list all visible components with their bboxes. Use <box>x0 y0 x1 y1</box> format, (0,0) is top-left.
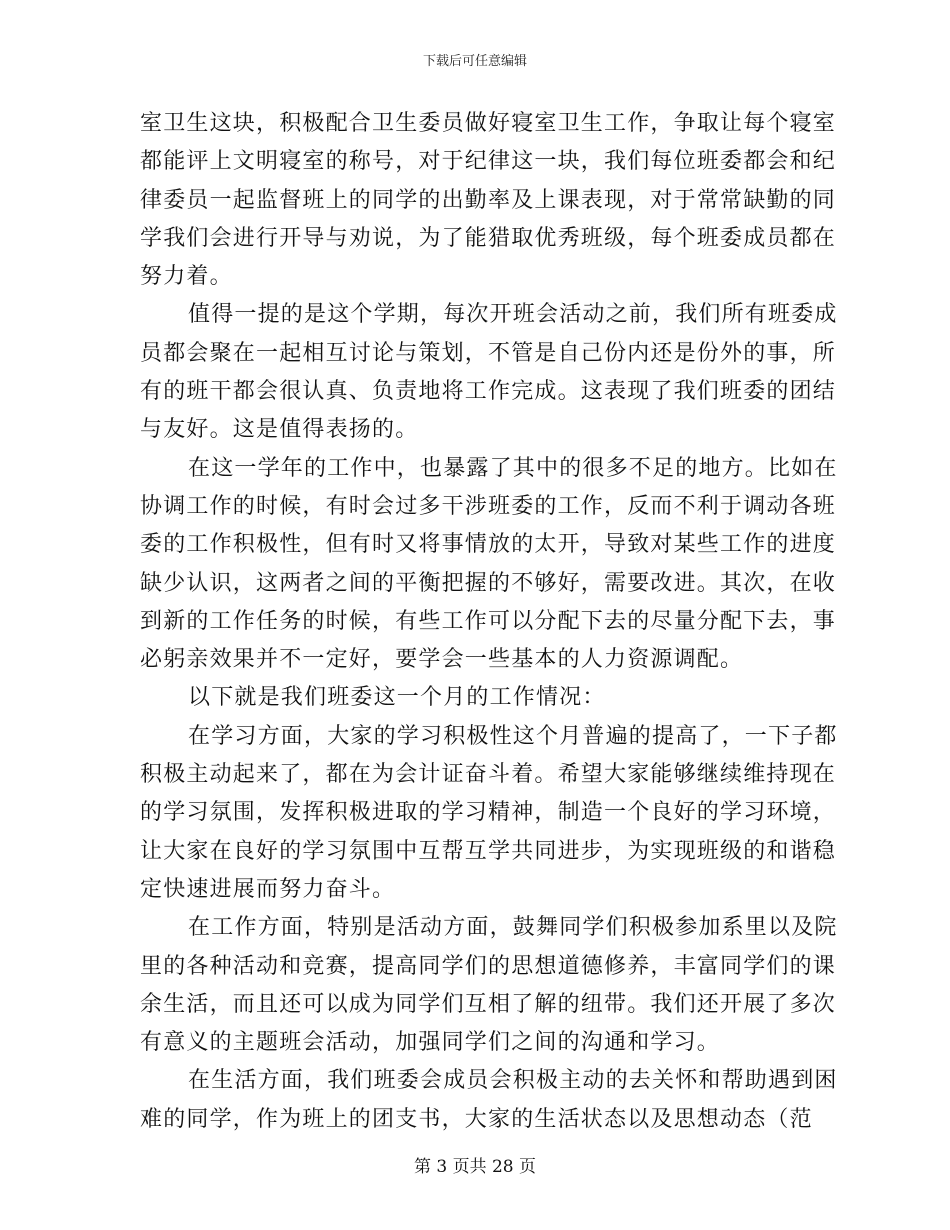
body-line: 律委员一起监督班上的同学的出勤率及上课表现，对于常常缺勤的同 <box>140 187 837 213</box>
body-line: 到新的工作任务的时候，有些工作可以分配下去的尽量分配下去，事 <box>140 608 837 634</box>
body-line: 在工作方面，特别是活动方面，鼓舞同学们积极参加系里以及院 <box>188 915 838 941</box>
body-line: 积极主动起来了，都在为会计证奋斗着。希望大家能够继续维持现在 <box>140 762 837 788</box>
body-line: 员都会聚在一起相互讨论与策划，不管是自己份内还是份外的事，所 <box>140 340 837 366</box>
document-body <box>140 105 838 1139</box>
body-line: 有的班干都会很认真、负责地将工作完成。这表现了我们班委的团结 <box>140 379 837 405</box>
body-line: 定快速进展而努力奋斗。 <box>140 876 396 902</box>
page-header: 下载后可任意编辑 <box>422 54 527 69</box>
body-line: 委的工作积极性，但有时又将事情放的太开，导致对某些工作的进度 <box>140 532 837 558</box>
body-line: 学我们会进行开导与劝说，为了能猎取优秀班级，每个班委成员都在 <box>140 225 837 251</box>
body-line: 协调工作的时候，有时会过多干涉班委的工作，反而不利于调动各班 <box>140 493 837 519</box>
body-line: 里的各种活动和竞赛，提高同学们的思想道德修养，丰富同学们的课 <box>140 953 837 979</box>
body-line: 在生活方面，我们班委会成员会积极主动的去关怀和帮助遇到困 <box>188 1068 838 1094</box>
body-line: 难的同学，作为班上的团支书，大家的生活状态以及思想动态（范 <box>140 1106 813 1132</box>
body-line: 以下就是我们班委这一个月的工作情况： <box>188 685 606 711</box>
body-line: 努力着。 <box>140 264 233 290</box>
body-line: 余生活，而且还可以成为同学们互相了解的纽带。我们还开展了多次 <box>140 991 837 1017</box>
body-line: 有意义的主题班会活动，加强同学们之间的沟通和学习。 <box>140 1030 721 1056</box>
body-line: 必躬亲效果并不一定好，要学会一些基本的人力资源调配。 <box>140 647 744 673</box>
body-line: 室卫生这块，积极配合卫生委员做好寝室卫生工作，争取让每个寝室 <box>140 111 837 136</box>
page-number: 第 3 页共 28 页 <box>413 1157 537 1177</box>
body-line: 让大家在良好的学习氛围中互帮互学共同进步，为实现班级的和谐稳 <box>140 838 837 864</box>
body-line: 与友好。这是值得表扬的。 <box>140 417 419 443</box>
body-line: 都能评上文明寝室的称号，对于纪律这一块，我们每位班委都会和纪 <box>140 149 837 175</box>
body-line: 在学习方面，大家的学习积极性这个月普遍的提高了，一下子都 <box>188 723 838 749</box>
body-line: 缺少认识，这两者之间的平衡把握的不够好，需要改进。其次，在收 <box>140 570 837 596</box>
body-line: 在这一学年的工作中，也暴露了其中的很多不足的地方。比如在 <box>188 455 838 481</box>
body-line: 值得一提的是这个学期，每次开班会活动之前，我们所有班委成 <box>188 302 838 328</box>
body-line: 的学习氛围，发挥积极进取的学习精神，制造一个良好的学习环境， <box>140 800 837 826</box>
